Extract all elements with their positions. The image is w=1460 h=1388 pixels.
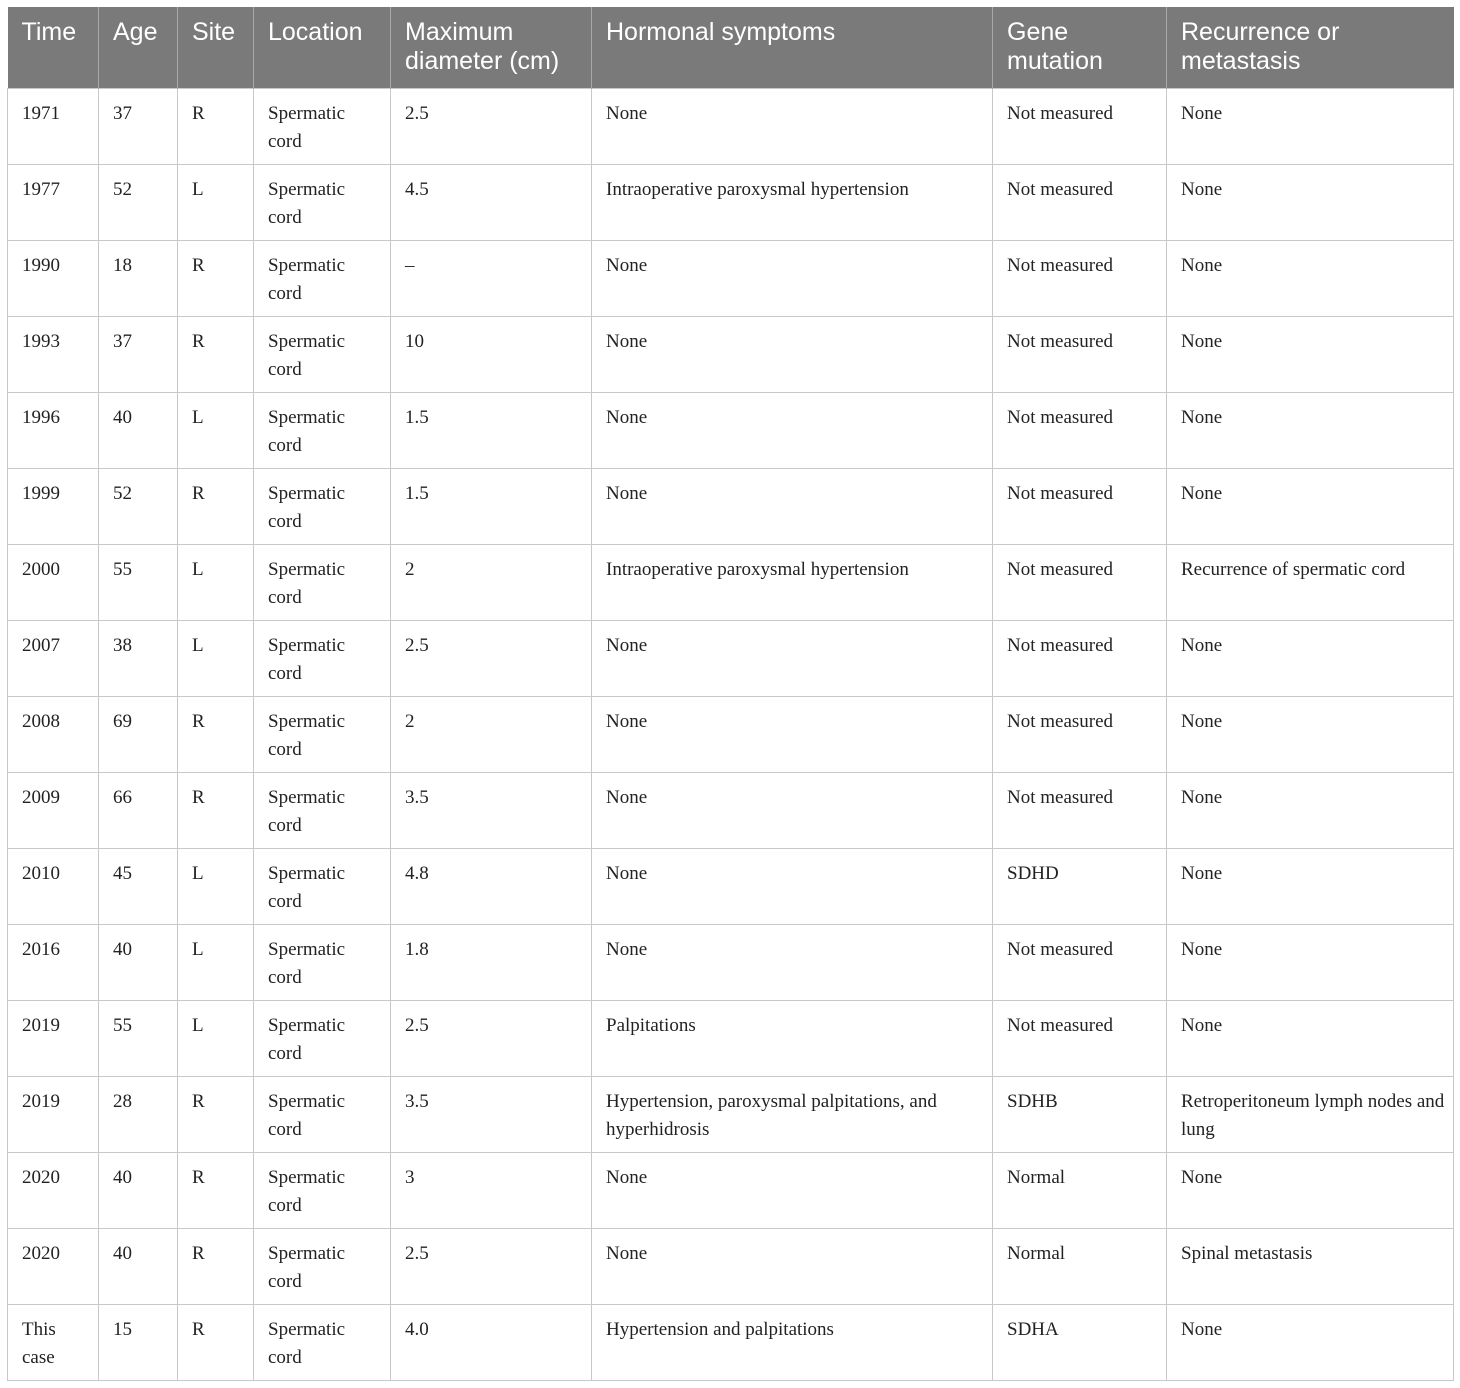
header-time: Time [8,7,99,88]
header-age: Age [99,7,178,88]
location-cell: Spermatic cord [254,1076,391,1152]
time-cell: This case [8,1304,99,1380]
table-row [8,544,1454,620]
time-cell: 1993 [8,316,99,392]
site-cell: R [178,468,254,544]
table-row [8,468,1454,544]
age-cell: 28 [99,1076,178,1152]
table-row [8,240,1454,316]
age-cell: 45 [99,848,178,924]
recurrence-cell: None [1167,620,1454,696]
table-row [8,772,1454,848]
gene-cell: Not measured [993,468,1167,544]
header-gene-mutation: Gene mutation [993,7,1167,88]
gene-cell: Not measured [993,164,1167,240]
header-recurrence-or-metastasis: Recurrence or metastasis [1167,7,1454,88]
diameter-cell: 2 [391,544,592,620]
time-cell: 2007 [8,620,99,696]
diameter-cell: 3.5 [391,772,592,848]
age-cell: 40 [99,392,178,468]
location-cell: Spermatic cord [254,924,391,1000]
gene-cell: Not measured [993,88,1167,164]
table-row [8,924,1454,1000]
gene-cell: SDHA [993,1304,1167,1380]
site-cell: L [178,544,254,620]
recurrence-cell: None [1167,88,1454,164]
recurrence-cell: None [1167,164,1454,240]
age-cell: 18 [99,240,178,316]
location-cell: Spermatic cord [254,88,391,164]
location-cell: Spermatic cord [254,1000,391,1076]
location-cell: Spermatic cord [254,1228,391,1304]
symptoms-cell: None [592,848,993,924]
symptoms-cell: None [592,316,993,392]
diameter-cell: 4.8 [391,848,592,924]
symptoms-cell: None [592,88,993,164]
case-table [7,7,1454,1381]
gene-cell: Not measured [993,544,1167,620]
table-row [8,316,1454,392]
site-cell: R [178,1304,254,1380]
location-cell: Spermatic cord [254,316,391,392]
table-row [8,1304,1454,1380]
time-cell: 2009 [8,772,99,848]
symptoms-cell: Intraoperative paroxysmal hypertension [592,544,993,620]
age-cell: 37 [99,88,178,164]
time-cell: 2016 [8,924,99,1000]
table-row [8,1000,1454,1076]
gene-cell: Not measured [993,392,1167,468]
diameter-cell: 4.0 [391,1304,592,1380]
gene-cell: SDHD [993,848,1167,924]
header-site: Site [178,7,254,88]
symptoms-cell: None [592,1152,993,1228]
recurrence-cell: Retroperitoneum lymph nodes and lung [1167,1076,1454,1152]
site-cell: L [178,164,254,240]
location-cell: Spermatic cord [254,240,391,316]
symptoms-cell: None [592,620,993,696]
age-cell: 69 [99,696,178,772]
diameter-cell: 2.5 [391,1228,592,1304]
gene-cell: Not measured [993,1000,1167,1076]
symptoms-cell: None [592,392,993,468]
site-cell: R [178,1152,254,1228]
time-cell: 2019 [8,1000,99,1076]
header-location: Location [254,7,391,88]
site-cell: L [178,392,254,468]
header-maximum-diameter: Maximum diameter (cm) [391,7,592,88]
diameter-cell: 2 [391,696,592,772]
symptoms-cell: None [592,468,993,544]
gene-cell: Normal [993,1228,1167,1304]
recurrence-cell: None [1167,772,1454,848]
time-cell: 1996 [8,392,99,468]
table-row [8,392,1454,468]
recurrence-cell: None [1167,1152,1454,1228]
recurrence-cell: Recurrence of spermatic cord [1167,544,1454,620]
gene-cell: Not measured [993,696,1167,772]
age-cell: 52 [99,164,178,240]
site-cell: R [178,696,254,772]
age-cell: 15 [99,1304,178,1380]
age-cell: 38 [99,620,178,696]
gene-cell: Normal [993,1152,1167,1228]
table-row [8,696,1454,772]
age-cell: 52 [99,468,178,544]
header-hormonal-symptoms: Hormonal symptoms [592,7,993,88]
recurrence-cell: None [1167,1304,1454,1380]
diameter-cell: 1.5 [391,392,592,468]
site-cell: R [178,316,254,392]
diameter-cell: 4.5 [391,164,592,240]
table-body [8,88,1454,1380]
symptoms-cell: Hypertension, paroxysmal palpitations, and hyperhidrosis [592,1076,993,1152]
location-cell: Spermatic cord [254,1304,391,1380]
diameter-cell: 2.5 [391,1000,592,1076]
time-cell: 2020 [8,1228,99,1304]
diameter-cell: 1.5 [391,468,592,544]
gene-cell: SDHB [993,1076,1167,1152]
table-row [8,848,1454,924]
age-cell: 55 [99,1000,178,1076]
location-cell: Spermatic cord [254,620,391,696]
recurrence-cell: None [1167,468,1454,544]
site-cell: R [178,88,254,164]
symptoms-cell: None [592,772,993,848]
diameter-cell: 10 [391,316,592,392]
diameter-cell: 1.8 [391,924,592,1000]
recurrence-cell: None [1167,924,1454,1000]
time-cell: 1971 [8,88,99,164]
diameter-cell: – [391,240,592,316]
location-cell: Spermatic cord [254,696,391,772]
time-cell: 2008 [8,696,99,772]
table-row [8,88,1454,164]
gene-cell: Not measured [993,316,1167,392]
age-cell: 37 [99,316,178,392]
site-cell: R [178,240,254,316]
time-cell: 2019 [8,1076,99,1152]
recurrence-cell: None [1167,696,1454,772]
time-cell: 1990 [8,240,99,316]
diameter-cell: 2.5 [391,88,592,164]
location-cell: Spermatic cord [254,392,391,468]
gene-cell: Not measured [993,924,1167,1000]
location-cell: Spermatic cord [254,468,391,544]
recurrence-cell: None [1167,316,1454,392]
symptoms-cell: Hypertension and palpitations [592,1304,993,1380]
age-cell: 40 [99,1228,178,1304]
symptoms-cell: Palpitations [592,1000,993,1076]
gene-cell: Not measured [993,772,1167,848]
recurrence-cell: Spinal metastasis [1167,1228,1454,1304]
diameter-cell: 3 [391,1152,592,1228]
symptoms-cell: None [592,924,993,1000]
site-cell: L [178,1000,254,1076]
table-row [8,1152,1454,1228]
site-cell: L [178,924,254,1000]
table-row [8,620,1454,696]
site-cell: L [178,848,254,924]
table-row [8,1228,1454,1304]
gene-cell: Not measured [993,620,1167,696]
symptoms-cell: None [592,240,993,316]
time-cell: 1999 [8,468,99,544]
gene-cell: Not measured [993,240,1167,316]
time-cell: 2000 [8,544,99,620]
site-cell: R [178,772,254,848]
time-cell: 1977 [8,164,99,240]
symptoms-cell: None [592,696,993,772]
symptoms-cell: None [592,1228,993,1304]
diameter-cell: 3.5 [391,1076,592,1152]
time-cell: 2020 [8,1152,99,1228]
age-cell: 40 [99,924,178,1000]
site-cell: L [178,620,254,696]
site-cell: R [178,1076,254,1152]
table-header [8,7,1454,88]
diameter-cell: 2.5 [391,620,592,696]
recurrence-cell: None [1167,848,1454,924]
symptoms-cell: Intraoperative paroxysmal hypertension [592,164,993,240]
location-cell: Spermatic cord [254,1152,391,1228]
time-cell: 2010 [8,848,99,924]
header-row [8,7,1454,88]
location-cell: Spermatic cord [254,164,391,240]
age-cell: 66 [99,772,178,848]
age-cell: 40 [99,1152,178,1228]
site-cell: R [178,1228,254,1304]
table-row [8,164,1454,240]
age-cell: 55 [99,544,178,620]
recurrence-cell: None [1167,392,1454,468]
recurrence-cell: None [1167,240,1454,316]
table-row [8,1076,1454,1152]
location-cell: Spermatic cord [254,772,391,848]
location-cell: Spermatic cord [254,848,391,924]
location-cell: Spermatic cord [254,544,391,620]
recurrence-cell: None [1167,1000,1454,1076]
